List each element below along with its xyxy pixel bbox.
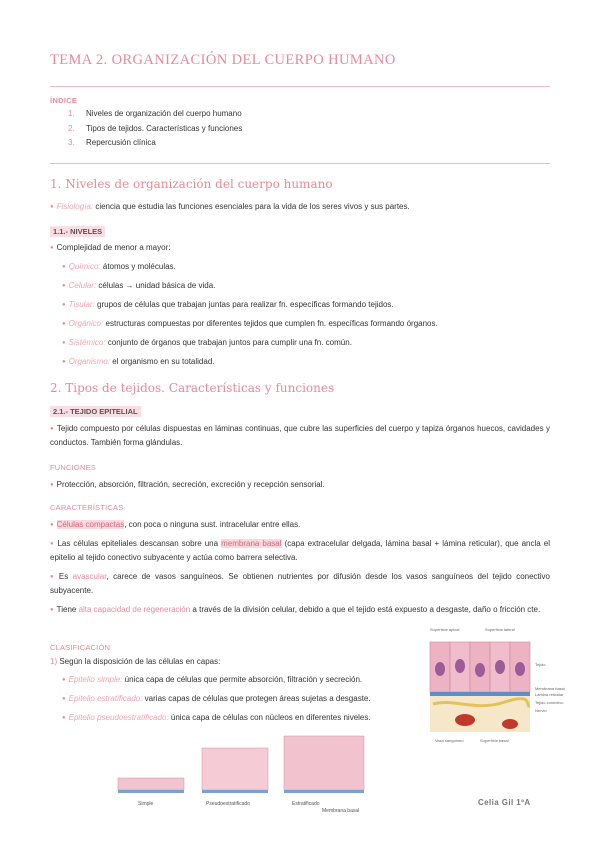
figure-label: Simple — [138, 801, 154, 807]
figure-label: Superficie lateral — [485, 627, 515, 632]
index-item[interactable]: 3. Repercusión clínica — [68, 138, 156, 147]
clasificacion-item: ● Epitelio simple: única capa de células que permite absorción, filtración y secreción. — [62, 675, 363, 684]
figure-label: Superficie basal — [480, 738, 509, 743]
cell-nucleus — [515, 662, 525, 676]
complejidad-text: ● Complejidad de menor a mayor: — [50, 243, 171, 252]
figure-label: Lámina reticular — [535, 692, 564, 697]
figure-label: Pseudoestratificado — [206, 801, 250, 807]
basal-membrane — [284, 790, 364, 793]
caracteristica-item: ● Es avascular, carece de vasos sanguíneos. Se obtienen nutrientes por difusión desde los vasos sanguíneos del tejido conectivo subyacente. — [50, 572, 550, 595]
level-item: ● Organismo: el organismo en su totalidad. — [62, 357, 215, 366]
clasificacion-heading: CLASIFICACIÓN — [50, 643, 111, 652]
cell-nucleus — [455, 659, 465, 673]
index-item[interactable]: 2. Tipos de tejidos. Características y funciones — [68, 123, 243, 133]
page-title: TEMA 2. ORGANIZACIÓN DEL CUERPO HUMANO — [50, 52, 396, 68]
section-2-title: 2. Tipos de tejidos. Características y funciones — [50, 381, 335, 395]
epithelium-types-figure — [112, 728, 372, 820]
cell-nucleus — [435, 662, 445, 676]
clasificacion-intro: 1) Según la disposición de las células en capas: — [50, 657, 221, 666]
stratified-epithelium-block — [284, 736, 364, 790]
epithelium-figure — [425, 624, 565, 754]
simple-epithelium-block — [118, 778, 184, 790]
level-item: ● Químico: átomos y moléculas. — [62, 262, 176, 271]
footer-author: Celia Gil 1ºA — [478, 798, 531, 807]
basal-membrane — [430, 692, 530, 696]
index-heading: ÍNDICE — [50, 96, 78, 105]
figure-label: Membrana basal — [535, 686, 565, 691]
figure-label: Membrana basal — [322, 808, 360, 814]
level-item: ● Tisular: grupos de células que trabajan juntas para realizar fn. específicas formando tejidos. — [62, 300, 394, 309]
level-item: ● Orgánico: estructuras compuestas por diferentes tejidos que cumplen fn. específicas formando órganos. — [62, 319, 438, 328]
figure-label: Estratificado — [292, 801, 320, 807]
fisiologia-definition: ● Fisiología: ciencia que estudia las funciones esenciales para la vida de los seres vivos y sus partes. — [50, 202, 410, 211]
figure-label: Nervio — [535, 708, 547, 713]
caracteristica-item: ● Tiene alta capacidad de regeneración a través de la división celular, debido a que el tejido está expuesto a desgaste, daño o fricción cte. — [50, 605, 541, 614]
basal-membrane — [202, 790, 268, 793]
index-divider — [50, 163, 550, 164]
figure-label: Tejido conectivo — [535, 700, 564, 705]
figure-label: Tejido — [535, 662, 546, 667]
epitelial-heading: 2.1.- TEJIDO EPITELIAL — [50, 406, 141, 417]
basal-membrane — [118, 790, 184, 793]
level-item: ● Celular: células → unidad básica de vida. — [62, 281, 216, 290]
section-1-title: 1. Niveles de organización del cuerpo humano — [50, 177, 333, 191]
index-item[interactable]: 1. Niveles de organización del cuerpo humano — [68, 109, 242, 118]
funciones-heading: FUNCIONES — [50, 463, 96, 472]
pseudostratified-epithelium-block — [202, 748, 268, 790]
caracteristicas-heading: CARACTERÍSTICAS — [50, 503, 124, 512]
level-item: ● Sistémico: conjunto de órganos que trabajan juntos para cumplir una fn. común. — [62, 338, 352, 347]
caracteristica-item: ● Las células epiteliales descansan sobre una membrana basal (capa extracelular delgada, lámina basal + lámina reticular), que ancla el epitelio al tejido conectivo subyacente y actúa como barrera selectiva. — [50, 539, 550, 562]
clasificacion-item: ● Epitelio pseudoestratificado: única capa de células con núcleos en diferentes niveles. — [62, 713, 371, 722]
cell-nucleus — [495, 660, 505, 674]
clasificacion-item: ● Epitelio estratificado: varias capas de células que protegen áreas sujetas a desgaste. — [62, 694, 371, 703]
blood-vessel — [455, 714, 475, 726]
figure-label: Vaso sanguíneo — [435, 738, 464, 743]
epitelial-description: ● Tejido compuesto por células dispuestas en láminas continuas, que cubre las superficies del cuerpo y tapiza órganos huecos, cavidades y conductos. También forma glándulas. — [50, 424, 551, 447]
cell-nucleus — [475, 663, 485, 677]
title-divider — [50, 86, 550, 87]
niveles-heading: 1.1.- NIVELES — [50, 226, 105, 237]
figure-label: Superficie apical — [430, 627, 460, 632]
index-list — [68, 109, 242, 153]
caracteristica-item: ● Células compactas, con poca o ninguna sust. intracelular entre ellas. — [50, 520, 301, 529]
blood-vessel — [502, 719, 518, 729]
funciones-text: ● Protección, absorción, filtración, secreción, excreción y recepción sensorial. — [50, 480, 325, 489]
